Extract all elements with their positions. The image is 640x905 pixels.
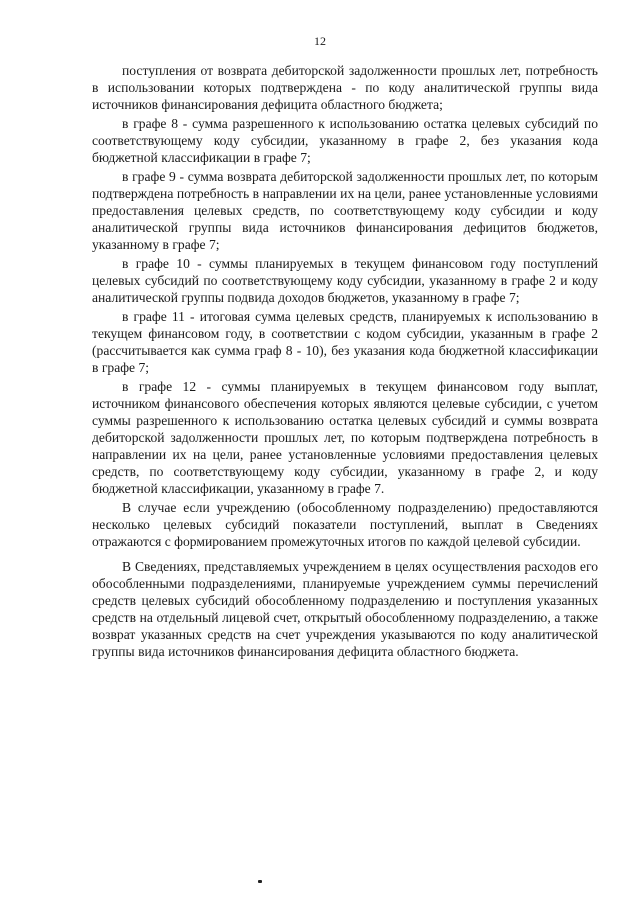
paragraph-column-11: в графе 11 - итоговая сумма целевых средств, планируемых к использованию в текущем финансовом году, в соответствии с кодом субсидии, указанным в графе 2 (рассчитывается как сумма граф 8 - 10), без указания кода бюджетной классификации в графе 7; bbox=[92, 309, 598, 375]
page-number: 12 bbox=[314, 34, 326, 48]
paragraph-multiple-subsidies: В случае если учреждению (обособленному подразделению) предоставляются несколько целевых субсидий показатели поступлений, выплат в Сведениях отражаются с формированием промежуточных итогов по каждой целевой субсидии. bbox=[92, 500, 598, 549]
paragraph-separate-subdivisions: В Сведениях, представляемых учреждением в целях осуществления расходов его обособленными подразделениями, планируемые учреждением суммы перечислений средств целевых субсидий обособленному подразделению и поступления указанных средств на отдельный лицевой счет, открытый обособленному подразделению, а также возврат указанных средств на счет учреждения указываются по коду аналитической группы вида источников финансирования дефицита областного бюджета. bbox=[92, 559, 598, 659]
paragraph-continuation: поступления от возврата дебиторской задолженности прошлых лет, потребность в использовании которых подтверждена - по коду аналитической группы вида источников финансирования дефицита областного бюджета; bbox=[92, 63, 598, 112]
paragraph-column-8: в графе 8 - сумма разрешенного к использованию остатка целевых субсидий по соответствующему коду субсидии, указанному в графе 2, без указания кода бюджетной классификации в графе 7; bbox=[92, 116, 598, 165]
paragraph-column-10: в графе 10 - суммы планируемых в текущем финансовом году поступлений целевых субсидий по соответствующему коду субсидии, указанному в графе 2 и коду аналитической группы подвида доходов бюджетов, указанному в графе 7; bbox=[92, 256, 598, 305]
document-body bbox=[92, 62, 598, 660]
paragraph-column-12: в графе 12 - суммы планируемых в текущем финансовом году выплат, источником финансового обеспечения которых являются целевые субсидии, с учетом суммы разрешенного к использованию остатка целевых субсидий и суммы возврата дебиторской задолженности прошлых лет, по которым подтверждена потребность в направлении их на цели, ранее установленные условиями предоставления целевых средств, по соответствующему коду субсидии, указанному в графе 2, и коду бюджетной классификации, указанному в графе 7. bbox=[92, 379, 598, 496]
scan-dot bbox=[258, 880, 262, 883]
paragraph-column-9: в графе 9 - сумма возврата дебиторской задолженности прошлых лет, по которым подтверждена потребность в направлении их на цели, ранее установленные условиями предоставления целевых средств, по соответствующему коду субсидии и коду аналитической группы вида источников финансирования дефицитов бюджетов, указанному в графе 7; bbox=[92, 169, 598, 252]
